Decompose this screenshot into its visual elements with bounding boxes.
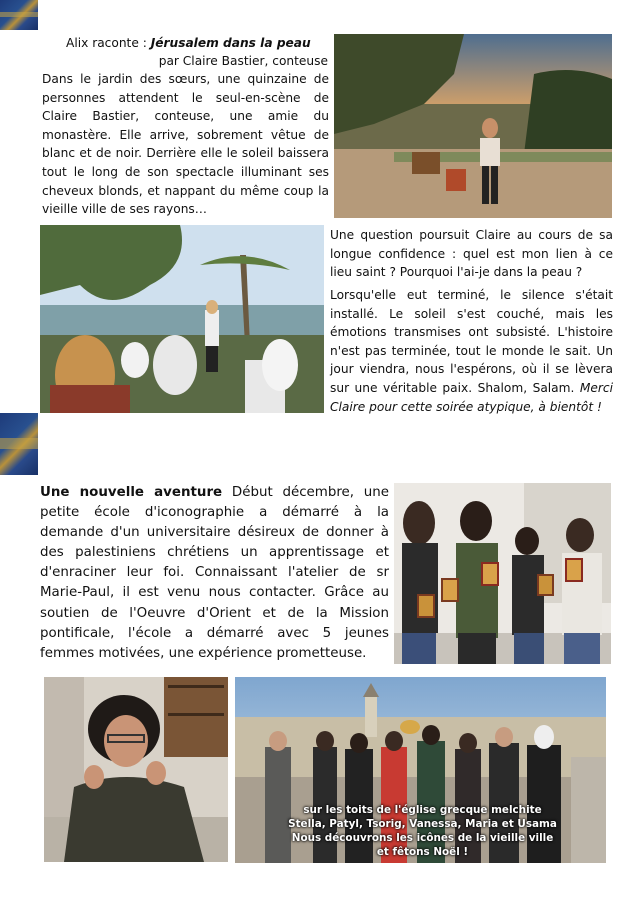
story2-paragraph (40, 483, 389, 664)
photo-rooftop-caption (275, 803, 570, 859)
story2-body: Début décembre, une petite école d'iconographie a démarré à la demande d'un universitaire désireux de donner à des palestiniens chrétiens un apprentissage et d'enraciner leur foi. Connaissant l'atelier de sr Marie-Paul, il est venu nous contacter. Grâce au soutien de l'Oeuvre d'Orient et de la Mission pontificale, l'école a démarré avec 5 jeunes femmes motivées, une expérience prometteuse. (40, 485, 390, 661)
photo-rooftop-group (235, 677, 606, 863)
photo-smiling-student (44, 677, 228, 862)
story1-title: Jérusalem dans la peau (150, 36, 311, 50)
story1-credit: par Claire Bastier, conteuse (158, 54, 328, 68)
caption-line-3: Nous découvrons les icônes de la vieille ville (291, 832, 554, 844)
photo-icon-students-image (394, 483, 611, 664)
story1-paragraph-2: Une question poursuit Claire au cours de sa longue confidence : quel est mon lien à ce lieu saint ? Pourquoi l'ai-je dans la peau ? (330, 228, 613, 280)
photo-garden-audience-image (40, 225, 324, 413)
story1-paragraph-1: Dans le jardin des sœurs, une quinzaine de personnes attendent le seul-en-scène de Claire Bastier, conteuse, une amie du monastère. Elle arrive, sobrement vêtue de blanc et de noir. Derrière elle le soleil baissera tout le long de son spectacle illuminant ses cheveux blonds, et nappant du même coup la vieille ville de ses rayons… (42, 72, 329, 217)
story1-paragraph-3 (330, 286, 613, 416)
photo-smiling-student-image (44, 677, 228, 862)
caption-line-1: sur les toits de l'église grecque melchite (303, 804, 542, 816)
caption-line-4: et fêtons Noël ! (376, 846, 469, 858)
ornament-top (0, 0, 38, 30)
story1-header (66, 34, 328, 52)
photo-storyteller-sunset (334, 34, 612, 218)
story1-intro: Alix raconte : (66, 36, 151, 50)
caption-line-2: Stella, Patyl, Tsorig, Vanessa, Maria et Usama (288, 818, 557, 830)
story1-paragraph-3-text: Lorsqu'elle eut terminé, le silence s'était installé. Le soleil s'est couché, mais les émotions transmises ont subsisté. L'histoire n'est pas terminée, tout le monde le sait. Un jour viendra, nous l'espérons, où il se lèvera sur une véritable paix. Shalom, Salam. (330, 288, 613, 395)
ornament-middle (0, 413, 38, 475)
photo-storyteller-sunset-image (334, 34, 612, 218)
story1-thanks: Merci Claire pour cette soirée atypique, à bientôt ! (330, 380, 613, 414)
story2-heading: Une nouvelle aventure (40, 485, 223, 500)
photo-garden-audience (40, 225, 324, 413)
photo-icon-students (394, 483, 611, 664)
